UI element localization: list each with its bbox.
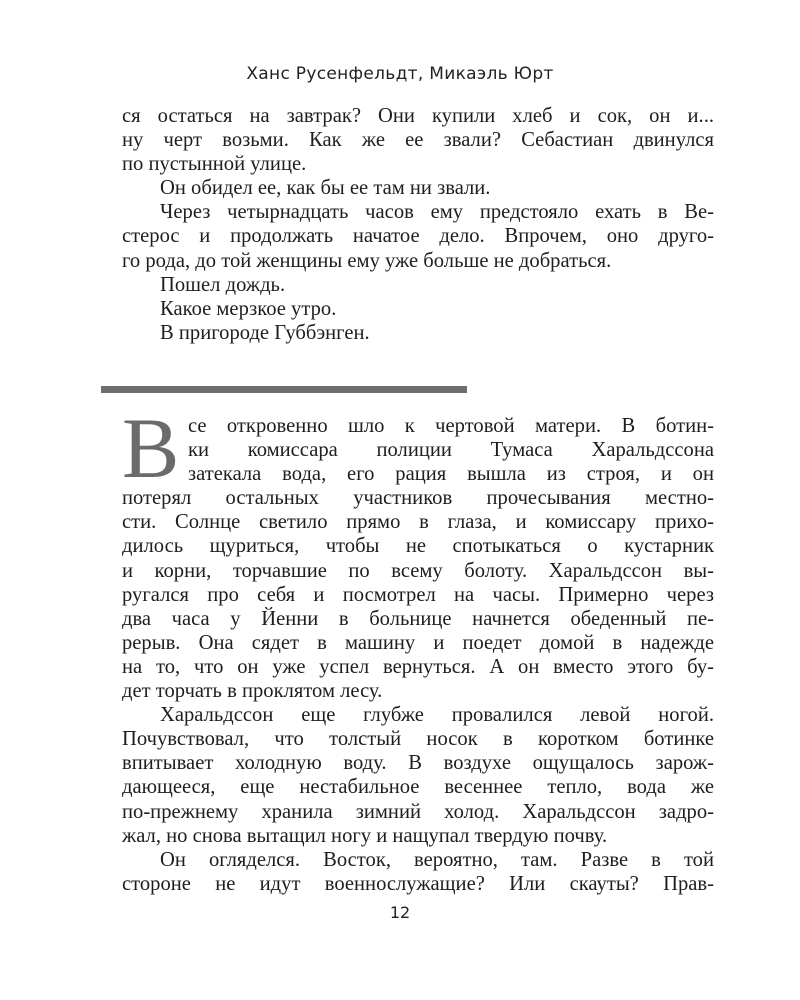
text-line: сти. Солнце светило прямо в глаза, и комиссару прихо-: [122, 511, 714, 534]
text-line: ругался про себя и посмотрел на часы. Примерно через: [122, 583, 714, 606]
text-line: Какое мерзкое утро.: [160, 297, 337, 320]
text-line: Почувствовал, что толстый носок в коротком ботинке: [122, 728, 714, 751]
text-line: жал, но снова вытащил ногу и нащупал твердую почву.: [122, 824, 608, 847]
text-line: Пошел дождь.: [160, 273, 286, 296]
text-line: потерял остальных участников прочесывания местно-: [122, 487, 714, 510]
text-line: ну черт возьми. Как же ее звали? Себастиан двинулся: [122, 129, 714, 152]
section-b-text: [122, 400, 714, 896]
text-line: дилось щуриться, чтобы не спотыкаться о кустарник: [122, 535, 714, 558]
text-line: се откровенно шло к чертовой матери. В ботин-: [188, 415, 714, 437]
text-line: В пригороде Губбэнген.: [160, 321, 370, 344]
text-line: Он огляделся. Восток, вероятно, там. Разве в той: [160, 848, 714, 871]
text-line: по пустынной улице.: [122, 153, 307, 176]
text-line: ся остаться на завтрак? Они купили хлеб и сок, он и...: [122, 105, 714, 127]
text-line: и корни, торчавшие по всему болоту. Харальдссон вы-: [122, 559, 714, 582]
text-line: Через четырнадцать часов ему предстояло ехать в Ве-: [160, 201, 714, 224]
text-line: Харальдссон еще глубже провалился левой ногой.: [160, 704, 714, 727]
drop-cap: В: [122, 400, 180, 496]
section-a-text: [122, 104, 714, 345]
text-line: го рода, до той женщины ему уже больше не добраться.: [122, 249, 612, 272]
text-line: впитывает холодную воду. В воздухе ощущалось зарож-: [122, 752, 714, 775]
section-divider: [101, 386, 467, 393]
text-line: стерос и продолжать начатое дело. Впрочем, оно друго-: [122, 225, 714, 248]
text-line: два часа у Йенни в больнице начнется обеденный пе-: [122, 607, 714, 630]
text-line: Он обидел ее, как бы ее там ни звали.: [160, 177, 491, 200]
running-head: Ханс Русенфельдт, Микаэль Юрт: [246, 64, 554, 84]
text-line: по-прежнему хранила зимний холод. Харальдссон задро-: [122, 800, 714, 823]
text-line: на то, что он уже успел вернуться. А он вместо этого бу-: [122, 655, 714, 678]
text-line: затекала вода, его рация вышла из строя, и он: [188, 463, 714, 486]
text-line: дет торчать в проклятом лесу.: [122, 680, 383, 703]
text-line: стороне не идут военнослужащие? Или скауты? Прав-: [122, 872, 714, 895]
page-number: 12: [389, 903, 411, 922]
text-line: дающееся, еще нестабильное весеннее тепло, вода же: [122, 776, 714, 799]
text-line: рерыв. Она сядет в машину и поедет домой в надежде: [122, 631, 714, 654]
text-line: ки комиссара полиции Тумаса Харальдссона: [188, 439, 714, 462]
